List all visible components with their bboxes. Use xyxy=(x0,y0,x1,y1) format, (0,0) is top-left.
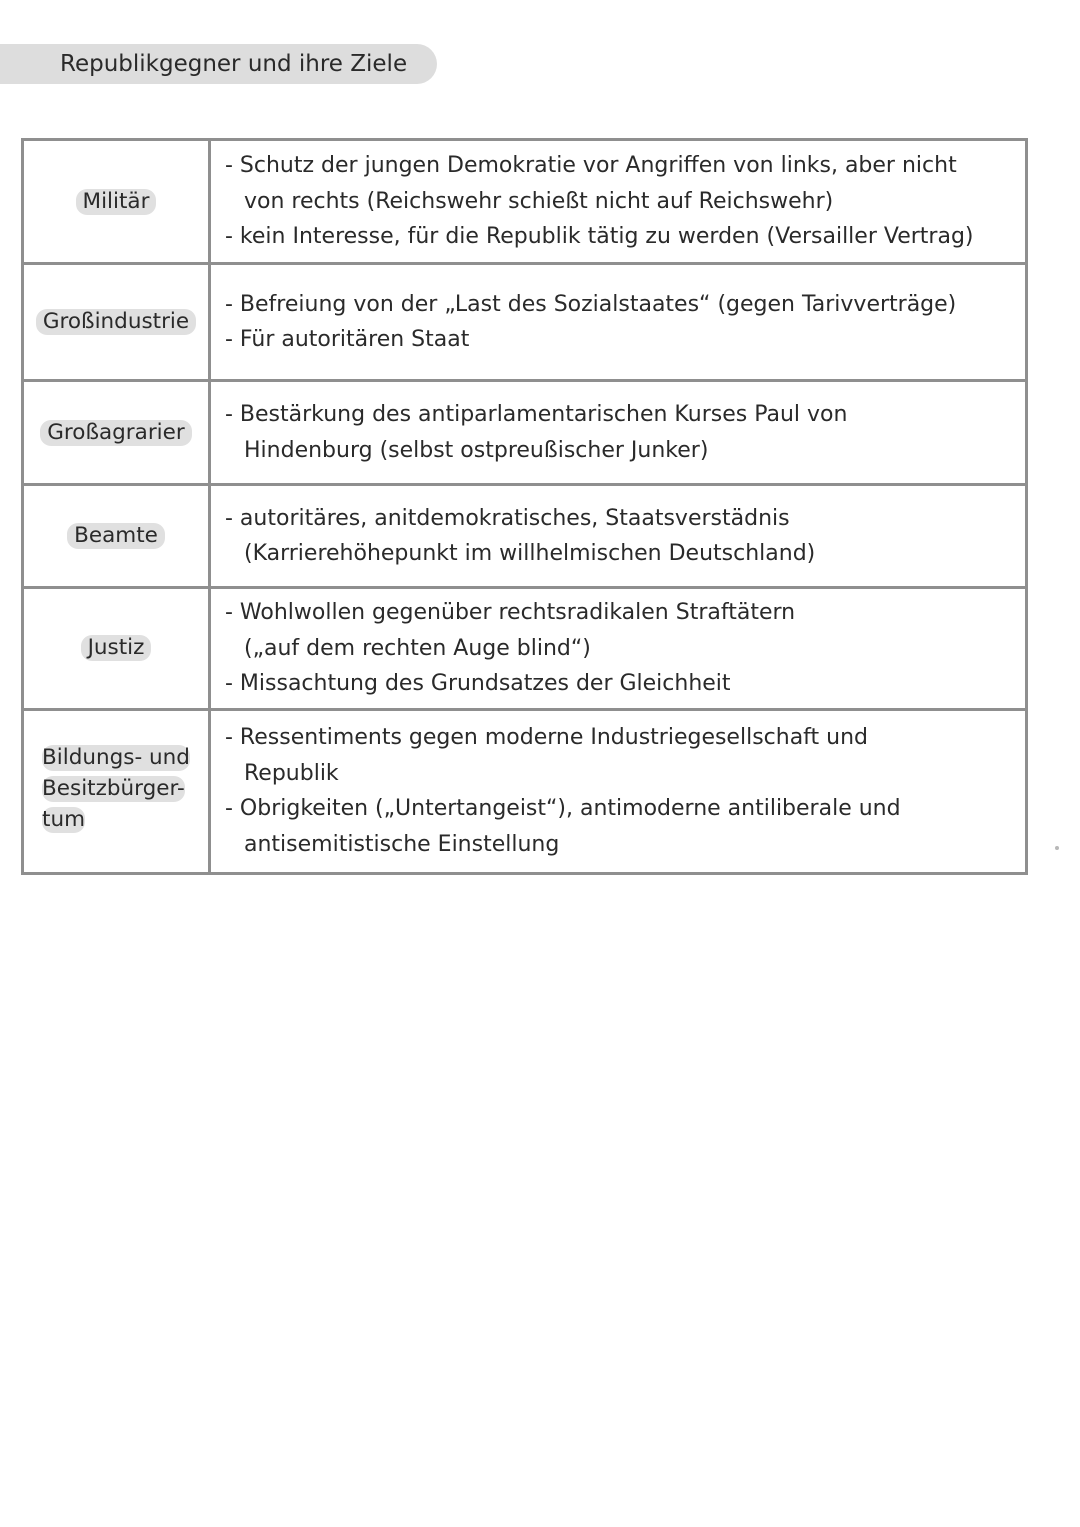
table-row xyxy=(23,140,1027,264)
row-content-cell xyxy=(210,588,1027,710)
content-line: („auf dem rechten Auge blind“) xyxy=(244,635,591,661)
content-line: Republik xyxy=(244,760,339,786)
content-line: - Bestärkung des antiparlamentarischen Kurses Paul von xyxy=(225,402,848,427)
content-line: Hindenburg (selbst ostpreußischer Junker) xyxy=(244,437,709,463)
content-line: - Wohlwollen gegenüber rechtsradikalen Straftätern xyxy=(225,600,796,625)
content-line: - autoritäres, anitdemokratisches, Staatsverstädnis xyxy=(225,505,790,531)
row-content-cell xyxy=(210,140,1027,264)
table-row xyxy=(23,485,1027,588)
page-title: Republikgegner und ihre Ziele xyxy=(0,44,437,84)
group-label-line: Bildungs- und xyxy=(42,744,190,770)
stray-dot xyxy=(1055,846,1059,850)
row-label-cell xyxy=(23,381,210,485)
content-line: antisemitistische Einstellung xyxy=(244,831,560,857)
row-label-cell xyxy=(23,140,210,264)
content-line: - Ressentiments gegen moderne Industriegesellschaft und xyxy=(225,725,869,750)
opponents-table xyxy=(21,138,1028,875)
content-line: - Für autoritären Staat xyxy=(225,327,470,352)
content-line: - Befreiung von der „Last des Sozialstaates“ (gegen Tarivverträge) xyxy=(225,291,957,317)
row-content-cell xyxy=(210,485,1027,588)
group-label: Justiz xyxy=(81,635,152,661)
group-label: Großagrarier xyxy=(40,420,191,446)
content-line: von rechts (Reichswehr schießt nicht auf Reichswehr) xyxy=(244,188,834,214)
content-line: - kein Interesse, für die Republik tätig zu werden (Versailler Vertrag) xyxy=(225,224,974,250)
group-label: Großindustrie xyxy=(36,309,196,335)
row-label-cell xyxy=(23,485,210,588)
group-label: Militär xyxy=(76,189,157,215)
row-content-cell xyxy=(210,709,1027,873)
group-label-line: Besitzbürger- xyxy=(42,775,185,801)
row-content-cell xyxy=(210,381,1027,485)
table-row xyxy=(23,381,1027,485)
table-row xyxy=(23,709,1027,873)
content-line: - Missachtung des Grundsatzes der Gleichheit xyxy=(225,671,731,696)
group-label: Beamte xyxy=(67,523,165,549)
content-line: (Karrierehöhepunkt im willhelmischen Deutschland) xyxy=(244,541,816,566)
content-line: - Schutz der jungen Demokratie vor Angriffen von links, aber nicht xyxy=(225,153,957,179)
group-label-line: tum xyxy=(42,806,86,832)
table-row xyxy=(23,264,1027,381)
content-line: - Obrigkeiten („Untertangeist“), antimoderne antiliberale und xyxy=(225,796,901,821)
row-label-cell xyxy=(23,264,210,381)
row-label-cell xyxy=(23,709,210,873)
row-content-cell xyxy=(210,264,1027,381)
group-label-stack xyxy=(42,741,190,838)
table-row xyxy=(23,588,1027,710)
row-label-cell xyxy=(23,588,210,710)
